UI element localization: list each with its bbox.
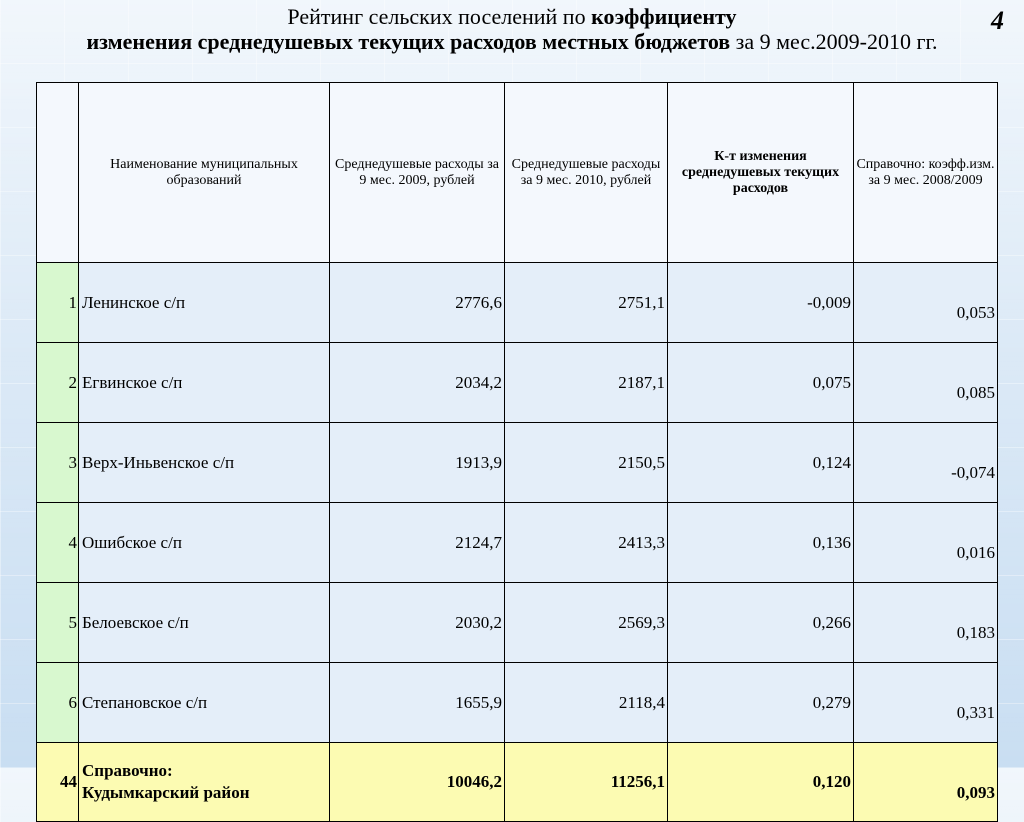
row-ref: 0,053 bbox=[854, 263, 998, 343]
row-num: 1 bbox=[37, 263, 79, 343]
row-name: Ошибское с/п bbox=[79, 503, 330, 583]
table-total-row bbox=[37, 743, 998, 822]
table-row bbox=[37, 503, 998, 583]
row-exp-2009: 1655,9 bbox=[330, 663, 505, 743]
row-exp-2009: 1913,9 bbox=[330, 423, 505, 503]
header-ref: Справочно: коэфф.изм. за 9 мес. 2008/2009 bbox=[854, 83, 998, 263]
title-line-2 bbox=[0, 29, 1024, 54]
row-name: Ленинское с/п bbox=[79, 263, 330, 343]
row-exp-2010: 2413,3 bbox=[505, 503, 668, 583]
row-ref: 0,331 bbox=[854, 663, 998, 743]
row-coef: 0,124 bbox=[668, 423, 854, 503]
title-line-2-bold: изменения среднедушевых текущих расходов местных бюджетов bbox=[86, 29, 731, 54]
row-ref: 0,183 bbox=[854, 583, 998, 663]
header-exp-2009: Среднедушевые расходы за 9 мес. 2009, рублей bbox=[330, 83, 505, 263]
row-num: 4 bbox=[37, 503, 79, 583]
row-exp-2009: 2776,6 bbox=[330, 263, 505, 343]
row-name: Степановское с/п bbox=[79, 663, 330, 743]
row-name: Егвинское с/п bbox=[79, 343, 330, 423]
row-num: 3 bbox=[37, 423, 79, 503]
total-ref: 0,093 bbox=[854, 743, 998, 822]
table-row bbox=[37, 423, 998, 503]
row-coef: 0,266 bbox=[668, 583, 854, 663]
table-row bbox=[37, 343, 998, 423]
row-exp-2010: 2118,4 bbox=[505, 663, 668, 743]
header-coef-label: К-т изменения среднедушевых текущих расходов bbox=[681, 148, 840, 196]
title-line-1-bold: коэффициенту bbox=[591, 4, 737, 29]
title-line-2-normal: за 9 мес.2009-2010 гг. bbox=[730, 29, 938, 54]
table-row bbox=[37, 663, 998, 743]
row-exp-2010: 2187,1 bbox=[505, 343, 668, 423]
total-name-line-2: Кудымкарский район bbox=[82, 783, 250, 802]
header-name: Наименование муниципальных образований bbox=[79, 83, 330, 263]
row-exp-2010: 2751,1 bbox=[505, 263, 668, 343]
row-coef: -0,009 bbox=[668, 263, 854, 343]
total-coef: 0,120 bbox=[668, 743, 854, 822]
row-num: 2 bbox=[37, 343, 79, 423]
row-exp-2010: 2569,3 bbox=[505, 583, 668, 663]
page-title bbox=[0, 4, 1024, 54]
table-row bbox=[37, 583, 998, 663]
row-num: 5 bbox=[37, 583, 79, 663]
row-ref: -0,074 bbox=[854, 423, 998, 503]
total-name-line-1: Справочно: bbox=[82, 761, 173, 780]
slide-number: 4 bbox=[991, 6, 1004, 35]
row-num: 6 bbox=[37, 663, 79, 743]
table-header-row bbox=[37, 83, 998, 263]
total-exp-2010: 11256,1 bbox=[505, 743, 668, 822]
rating-table bbox=[36, 82, 998, 822]
row-name: Верх-Иньвенское с/п bbox=[79, 423, 330, 503]
total-exp-2009: 10046,2 bbox=[330, 743, 505, 822]
total-name bbox=[79, 743, 330, 822]
row-exp-2009: 2030,2 bbox=[330, 583, 505, 663]
header-coef bbox=[668, 83, 854, 263]
row-ref: 0,016 bbox=[854, 503, 998, 583]
table-row bbox=[37, 263, 998, 343]
header-num bbox=[37, 83, 79, 263]
row-exp-2010: 2150,5 bbox=[505, 423, 668, 503]
header-exp-2010: Среднедушевые расходы за 9 мес. 2010, рублей bbox=[505, 83, 668, 263]
title-line-1-normal: Рейтинг сельских поселений по bbox=[287, 4, 592, 29]
row-exp-2009: 2034,2 bbox=[330, 343, 505, 423]
title-line-1 bbox=[0, 4, 1024, 29]
row-exp-2009: 2124,7 bbox=[330, 503, 505, 583]
row-coef: 0,136 bbox=[668, 503, 854, 583]
row-ref: 0,085 bbox=[854, 343, 998, 423]
row-name: Белоевское с/п bbox=[79, 583, 330, 663]
row-coef: 0,279 bbox=[668, 663, 854, 743]
row-coef: 0,075 bbox=[668, 343, 854, 423]
total-num: 44 bbox=[37, 743, 79, 822]
